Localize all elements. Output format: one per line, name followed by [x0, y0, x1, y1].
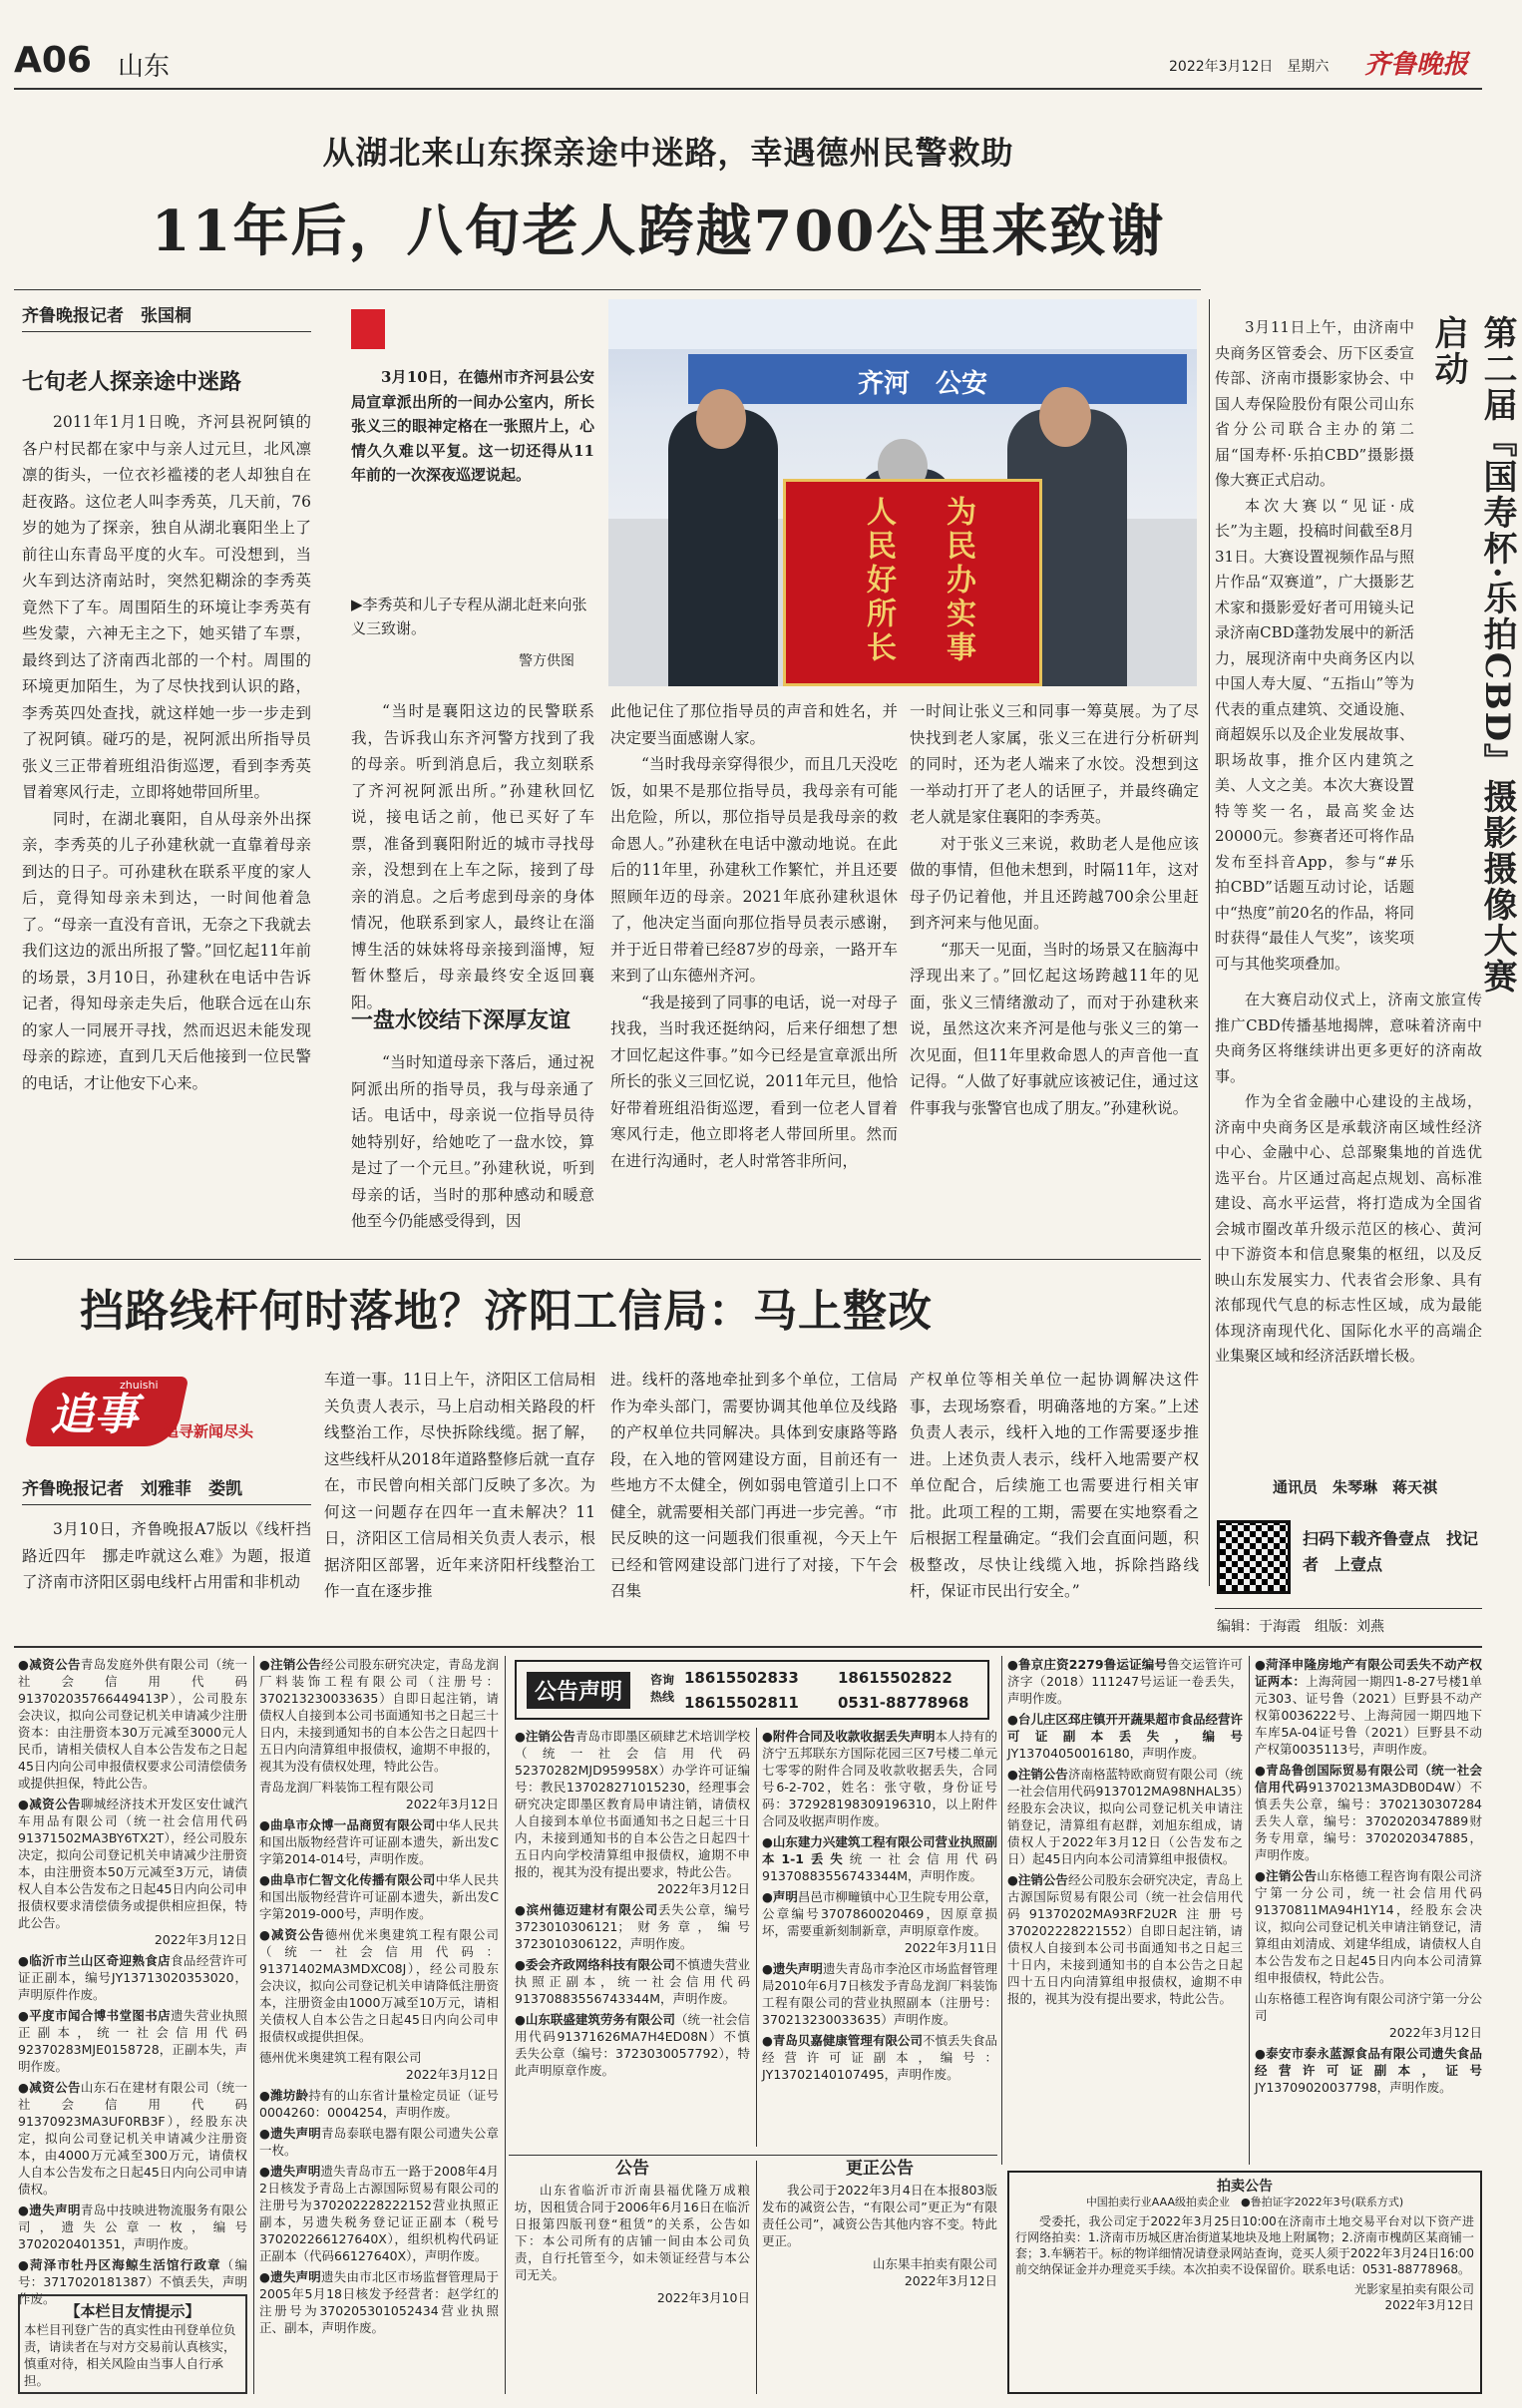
classified-ad-body: （编号：3717020181387）不慎丢失，声明作废。 [18, 2257, 247, 2306]
byline-rule [22, 331, 311, 332]
story2-top-rule [14, 1259, 1201, 1260]
badge-subtitle: 追寻新闻尽头 [164, 1422, 254, 1440]
classified-ad-title: ●临沂市兰山区奇迎熟食店 [18, 1953, 172, 1968]
ads-divider-3 [756, 1728, 757, 2147]
header-rule [14, 88, 1482, 90]
classified-ad-body: 聊城经济技术开发区安仕诚汽车用品有限公司（统一社会信用代码91371502MA3BY6TX2T），经公司股东决定，拟向公司登记机关申请减少注册资本，由注册资本50万元减至3万元，请债权人自本公告发布之日起45日内向公司申报债权要求清偿债务或提供相应担保，特此公告。 [18, 1797, 247, 1930]
ads-column-5 [1007, 1656, 1243, 2155]
classified-ad-title: ●菏泽市牡丹区海鲸生活馆行政章 [18, 2257, 221, 2272]
ads-column-4 [762, 1728, 997, 2147]
classified-ad [259, 1656, 499, 1775]
person-officer-1 [668, 409, 778, 686]
classified-ad [515, 1901, 750, 1952]
classified-ad [259, 2125, 499, 2159]
ads-divider-6 [756, 2161, 757, 2394]
classified-ad-body: 经公司股东研究决定，青岛龙润厂料装饰工程有限公司（注册号：370213230033635）自即日起注销，请债权人自接到本公司书面通知书之日起三十日内，未接到通知书的自本公告之日起四十五日内向清算组申报债权，逾期不申报的，视其为没有债权处理，特此公告。 [259, 1657, 499, 1774]
editors-rule [1215, 1608, 1482, 1609]
classified-ad-body: 青岛龙润厂料装饰工程有限公司 [259, 1780, 435, 1795]
classified-ad [515, 1728, 750, 1897]
classified-ad [259, 2049, 499, 2083]
story-column-2a: “当时是襄阳这边的民警联系我，告诉我山东齐河警方找到了我的母亲。听到消息后，我立刻联系了齐河祝阿派出所。”孙建秋回忆说，接电话之前，他已买好了车票，准备到襄阳附近的城市寻找母亲，没想到在上车之际，接到了母亲的消息。之后考虑到母亲的身体情况，他联系到家人，最终让在淄博生活的妹妹将母亲接到淄博，短暂休整后，母亲最终安全返回襄阳。 [351, 702, 594, 1011]
story-column-1: 2011年1月1日晚，齐河县祝阿镇的各户村民都在家中与亲人过元旦，北风凛凛的街头，一位衣衫褴褛的老人却独自在赶夜路。这位老人叫李秀英，几天前，76岁的她为了探亲，独自从湖北襄阳坐上了前往山东青岛平度的火车。可没想到，当火车到达济南站时，突然犯糊涂的李秀英竟然下了车。周围陌生的环境让李秀英有些发蒙，六神无主之下，她买错了车票，最终到达了济南西北部的一个村。周围的环境更加陌生，为了尽快找到认识的路，李秀英四处查找，就这样她一步一步走到了祝阿镇。碰巧的是，祝阿派出所指导员张义三正带着班组沿街巡逻，看到李秀英冒着寒风行走，立即将她带回所里。 同时，在湖北襄阳，自从母亲外出探亲，李秀英的儿子孙建秋就一直靠着母亲到达的日子。可孙建秋在联系平度的家人后，竟得知母亲未到达，一时间他着急了。“母亲一直没有音讯，无奈之下我就去我们这边的派出所报了警。”回忆起11年前的场景，3月10日，孙建秋在电话中告诉记者，得知母亲走失后，他联合远在山东的家人一同展开寻找，然而迟迟未能发现母亲的踪迹，直到几天后他接到一位民警的电话，才让他安下心来。 [22, 413, 311, 1092]
ads-top-rule [14, 1646, 1482, 1648]
side-story-text: 3月11日上午，由济南中央商务区管委会、历下区委宣传部、济南市摄影家协会、中国人寿保险股份有限公司山东省分公司联合主办的第二届“国寿杯·乐拍CBD”摄影摄像大赛正式启动。 本次大赛以“见证·成长”为主题，投稿时间截至8月31日。大赛设置视频作品与照片作品“双赛道”，广大摄影艺术家和摄影爱好者可用镜头记录济南CBD蓬勃发展中的新活力，展现济南中央商务区内以中国人寿大厦、“五指山”等为代表的重点建筑、交通设施、商超娱乐以及企业发展故事、职场故事，推介区内建筑之美、人文之美。本次大赛设置特等奖一名，最高奖金达20000元。参赛者还可将作品发布至抖音App，参与“#乐拍CBD”话题互动讨论，话题中“热度”前20名的作品，将同时获得“最佳人气奖”，该奖项可与其他奖项叠加。 [1215, 318, 1414, 973]
classified-ad-title: ●菏泽申隆房地产有限公司丢失不动产权证两本： [1255, 1657, 1482, 1689]
classified-ad-body: 昌邑市柳疃镇中心卫生院专用公章，公章编号3707860020469，因原章损坏，需要重新刻制新章，声明原章作废。 [762, 1889, 997, 1938]
correction-date: 2022年3月12日 [904, 2273, 997, 2288]
auction-sign: 光影家星拍卖有限公司 [1353, 2282, 1474, 2296]
classified-ad-date: 2022年3月12日 [1388, 2025, 1482, 2040]
phone-1: 18615502833 [684, 1669, 799, 1687]
classified-ad-title: ●山东联盛建筑劳务有限公司 [515, 2012, 675, 2027]
story2-byline-rule [22, 1504, 311, 1505]
classified-ad [18, 2202, 247, 2252]
classified-ad-body: 不慎遗失营业执照正副本，统一社会信用代码91370883556743344M，声明作废。 [515, 1957, 750, 2006]
correction-notice [762, 2161, 997, 2394]
page-number: A06 [14, 40, 92, 81]
story2-column-1: 3月10日，齐鲁晚报A7版以《线杆挡路近四年 挪走咋就这么难》为题，报道了济南市济阳区弱电线杆占用雷和非机动 [22, 1520, 311, 1591]
editors-line: 编辑：于海霞 组版：刘燕 [1217, 1619, 1384, 1635]
banner-line-right: 为民办实事 [941, 496, 975, 665]
classified-ad-body: 德州优米奥建筑工程有限公司（统一社会信用代码：91371402MA3MDXC08J），经公司股东会决议，拟向公司登记机关申请降低注册资本，注册资金由1000万减至10万元，请相关债权人自本公告之日起45日内向公司申报债权或提供担保。 [259, 1927, 499, 2044]
classified-ad [18, 2079, 247, 2198]
ads-divider-1 [253, 1656, 254, 2394]
classified-ad-title: ●泰安市泰永蓝源食品有限公司遗失食品经营许可证副本，证号 [1255, 2046, 1482, 2078]
auction-body: 受委托，我公司定于2022年3月25日10:00在济南市土地交易平台对以下资产进行网络拍卖：1.济南市历城区唐冶街道某地块及地上附属物；2.济南市槐荫区某商铺一套；3.车辆若干。标的物详细情况请登录网站查询，竞买人须于2022年3月24日16:00前交纳保证金并办理竞买手续。本次拍卖不设保留价。联系电话：0531-88778968。 [1015, 2214, 1474, 2276]
classified-ad [259, 1926, 499, 2045]
story2-column-4: 产权单位等相关单位一起协调解决这件事，去现场察看，明确落地的方案。”上述负责人表示，线杆入地的工作需要逐步推进。上述负责人表示，线杆入地需要产权单位配合，后续施工也需要进行相关审批。此项工程的工期，需要在实地察看之后根据工程量确定。“我们会直面问题，积极整改，尽快让线缆入地，拆除挡路线杆，保证市民出行安全。” [910, 1371, 1199, 1600]
story-column-4: 一时间让张义三和同事一筹莫展。为了尽快找到老人家属，张义三在进行分析研判的同时，还为老人端来了水饺。没想到这一举动打开了老人的话匣子，并最终确定老人就是家住襄阳的李秀英。 对于张义三来说，救助老人是他应该做的事情，但他未想到，时隔11年，这对母子仍记着他，并且还跨越700余公里赶到齐河来与他见面。 “那天一见面，当时的场景又在脑海中浮现出来了。”回忆起这场跨越11年的见面，张义三情绪激动了，而对于孙建秋来说，虽然这次来齐河是他与张义三的第一次见面，但11年里救命恩人的声音他一直记得。“人做了好事就应该被记住，通过这件事我与张警官也成了朋友。”孙建秋说。 [910, 702, 1199, 1117]
ads-footer-box [18, 2294, 247, 2394]
classified-ad [259, 1871, 499, 1922]
classified-ad-body: 山东格德工程咨询有限公司济宁第一分公司，统一社会信用代码91370811MA94H1Y14，经股东会决议，拟向公司登记机关申请注销登记，清算组由刘清成、刘建华组成，请债权人自本公告发布之日起45日内向本公司清算组申报债权，特此公告。 [1255, 1868, 1482, 1985]
classified-ad [1255, 1867, 1482, 1986]
classified-ad-body: 持有的山东省计量检定员证（证号0004260：0004254，声明作废。 [259, 2088, 499, 2120]
ads-footer-body: 本栏目刊登广告的真实性由刊登单位负责，请读者在与对方交易前认真核实，慎重对待，相关风险由当事人自行承担。 [24, 2322, 236, 2388]
correction-body: 我公司于2022年3月4日在本报803版发布的减资公告，“有限公司”更正为“有限责任公司”，减资公告其他内容不变。特此更正。 [762, 2183, 997, 2248]
newspaper-logo: 齐鲁晚报 [1364, 50, 1469, 80]
classified-ad-title: ●山东建力兴建筑工程有限公司营业执照副本1-1丢失 [762, 1834, 997, 1866]
qr-code-icon[interactable] [1217, 1520, 1291, 1594]
classified-ad-title: ●声明 [762, 1889, 798, 1904]
classified-ad-body: 青岛发庭外供有限公司（统一社会信用代码913702035766449413P），公司股东会决议，拟向公司登记机关申请减少注册资本：由注册资本30万元减至3000元人民币，请相关债权人自本公告发布之日起45日内向公司申报债权要求公司清偿债务或提供担保，特此公告。 [18, 1657, 247, 1791]
correction-title: 更正公告 [846, 2159, 914, 2179]
photo-caption: ▶李秀英和儿子专程从湖北赶来向张义三致谢。 [351, 596, 587, 637]
classified-ad [18, 2007, 247, 2075]
classified-ad-title: ●注销公告 [1007, 1767, 1068, 1782]
classified-ad-body: 丢失公章，编号3723010306121；财务章，编号3723010306122，声明作废。 [515, 1902, 750, 1951]
announcement-title: 公告 [615, 2159, 649, 2179]
announcement-date: 2022年3月10日 [656, 2290, 750, 2305]
classified-ad-body: 青岛泰联电器有限公司遗失公章一枚。 [259, 2126, 499, 2158]
person-officer-1-head [696, 389, 746, 449]
classified-ad-title: ●减资公告 [259, 1927, 325, 1942]
classified-ad [515, 1956, 750, 2007]
side-story-text-2: 在大赛启动仪式上，济南文旅宣传推广CBD传播基地揭牌，意味着济南中央商务区将继续讲出更多更好的济南故事。 作为全省金融中心建设的主战场，济南中央商务区是承载济南区域性经济中心、金融中心、总部聚集地的首选优选平台。片区通过高起点规划、高标准建设、高水平运营，将打造成为全国省会城市圈改革升级示范区的核心、黄河中下游资本和信息聚集的枢纽，以及反映山东发展实力、代表省会形象、具有浓郁现代气息的标志性区域，成为最能体现济南现代化、国际化水平的高端企业集聚区域和经济活跃增长极。 [1215, 991, 1482, 1365]
classified-ad [18, 1952, 247, 2003]
classified-ad-title: ●青岛贝嘉健康管理有限公司 [762, 2033, 923, 2048]
classified-ad-body: 91370213MA3DB0D4W）不慎丢失公章，编号：3702130307284丢失人章，编号：3702020347889财务专用章，编号：3702020347885，声明作废。 [1255, 1780, 1482, 1862]
side-story-title: 第二届『国寿杯·乐拍CBD』摄影摄像大赛启动 [1428, 315, 1517, 996]
badge-pinyin: zhuishi [120, 1379, 159, 1392]
story-byline: 齐鲁晚报记者 张国桐 [22, 306, 191, 326]
classified-ad-title: ●注销公告 [1007, 1872, 1068, 1887]
photo-credit: 警方供图 [519, 653, 574, 669]
classified-ad-title: ●注销公告 [515, 1729, 575, 1744]
story2-byline: 齐鲁晚报记者 刘雅菲 娄凯 [22, 1479, 242, 1499]
classified-ad [259, 1779, 499, 1812]
classified-ad-body: 上海菏园一期四1-8-27号楼1单元303、证号鲁（2021）巨野县不动产权第0036222号、上海菏园一期四地下车库5A-04证号鲁（2021）巨野县不动产权第0035113号，声明作废。 [1255, 1674, 1482, 1757]
classified-ad-title: ●滨州德迈建材有限公司 [515, 1902, 659, 1917]
ads-column-1 [18, 1656, 247, 2306]
phone-4: 0531-88778968 [838, 1694, 969, 1712]
classified-ad-body: 不慎丢失食品经营许可证副本，编号：JY13702140107495，声明作废。 [762, 2033, 997, 2082]
side-divider [1209, 299, 1210, 1586]
classified-ad [762, 1960, 997, 2028]
classified-ad [259, 2268, 499, 2336]
classified-ad [259, 2087, 499, 2121]
side-story-reporter: 通讯员 朱琴琳 蒋天祺 [1273, 1478, 1438, 1496]
story-photo [608, 299, 1197, 686]
phone-3: 18615502811 [684, 1694, 799, 1712]
classified-ad-date: 2022年3月12日 [656, 1881, 750, 1896]
classified-ad [259, 2163, 499, 2264]
classified-ad-body: 中华人民共和国出版物经营许可证副本遗失，新出发C字第2014-014号，声明作废。 [259, 1817, 499, 1866]
headline-rule [14, 289, 1201, 290]
classified-ad [762, 1728, 997, 1829]
classified-ad [1007, 1656, 1243, 1707]
classified-ad-body: JY13704050016180，声明作废。 [1007, 1746, 1205, 1761]
classified-ad-body: （统一社会信用代码91371626MA7H4ED08N）不慎丢失公章（编号：3723030057792），特此声明原章作废。 [515, 2012, 750, 2078]
classified-ad-title: ●减资公告 [18, 2080, 81, 2095]
classified-ad-title: ●平度市闻合博书堂图书店 [18, 2008, 172, 2023]
classified-ad-title: ●曲阜市仁智文化传播有限公司 [259, 1872, 436, 1887]
classified-ad [762, 1888, 997, 1956]
story2-column-3: 进。线杆的落地牵扯到多个单位，工信局作为牵头部门，需要协调其他单位及线路的产权单位共同解决。具体到安康路等路段，在入地的管网建设方面，目前还有一些地方不太健全，例如弱电管道引上口不健全，就需要相关部门再进一步完善。“市民反映的这一问题我们很重视，今天上午已经和管网建设部门进行了对接，下午会召集 [610, 1371, 898, 1600]
ads-column-3 [515, 1728, 750, 2147]
section-name: 山东 [118, 52, 171, 82]
classified-ad [1007, 1766, 1243, 1867]
story2-column-2: 车道一事。11日上午，济阳区工信局相关负责人表示，马上启动相关路段的杆线整治工作，尽快拆除线缆。据了解，这些线杆从2018年道路整修后就一直存在，市民曾向相关部门反映了多次。为何这一问题存在四年一直未解决？11日，济阳区工信局相关负责人表示，根据济阳区部署，近年来济阳杆线整治工作一直在逐步推 [324, 1371, 595, 1600]
classified-ad [1255, 1762, 1482, 1863]
classified-ad [1255, 1656, 1482, 1758]
classified-ad-title: ●遗失声明 [762, 1961, 823, 1976]
ads-column-2 [259, 1656, 499, 2394]
classified-ad-body: 遗失由市北区市场监督管理局于2005年5月18日核发予经营者：赵学红的注册号为370205301052434营业执照正、副本，声明作废。 [259, 2269, 499, 2335]
classified-ad-body: 遗失青岛市李沧区市场监督管理局2010年6月7日核发予青岛龙润厂料装饰工程有限公司的营业执照副本（注册号：370213230033635）声明作废。 [762, 1961, 997, 2027]
ads-mid-rule [509, 2155, 997, 2156]
classified-ad-body: 食品经营许可证正副本，编号JY13713020353020，声明原件作废。 [18, 1953, 247, 2002]
ads-column-6 [1255, 1656, 1482, 2155]
classified-ad [18, 1796, 247, 1948]
person-son-head [1039, 387, 1091, 447]
ads-divider-2 [505, 1656, 506, 2394]
classified-ad-title: ●台儿庄区邳庄镇开开蔬果超市食品经营许可证副本丢失，编号 [1007, 1712, 1243, 1744]
phone-2: 18615502822 [838, 1669, 952, 1687]
ads-divider-5 [1249, 1656, 1250, 2165]
story-subtitle: 从湖北来山东探亲途中迷路，幸遇德州民警救助 [322, 134, 1014, 172]
ads-footer-title: 【本栏目友情提示】 [65, 2302, 200, 2320]
auction-notice [1007, 2171, 1482, 2394]
classified-ad-body: 山东石在建材有限公司（统一社会信用代码91370923MA3UF0RB3F），经股东决定，拟向公司登记机关申请减少注册资本，由4000万元减至300万元，请债权人自本公告发布之日起45日内向公司申请债权。 [18, 2080, 247, 2197]
classified-ad [762, 1833, 997, 1884]
notice-hotline-label: 咨询热线 [650, 1673, 675, 1704]
section-heading-2: 一盘水饺结下深厚友谊 [351, 1007, 571, 1033]
classified-ad-date: 2022年3月12日 [405, 1797, 499, 1811]
classified-ad-title: ●潍坊龄 [259, 2088, 309, 2103]
classified-ad-title: ●减资公告 [18, 1657, 81, 1672]
classified-ad-title: ●附件合同及收款收据丢失声明 [762, 1729, 936, 1744]
classified-ad-body: 遗失青岛市五一路于2008年4月2日核发予青岛上古源国际贸易有限公司的注册号为370202228222152营业执照正副本，另遗失税务登记证正副本（税号370202266127640X），组织机构代码证正副本（代码66127640X），声明作废。 [259, 2164, 499, 2263]
story-intro: 3月10日，在德州市齐河县公安局宣章派出所的一间办公室内，所长张义三的眼神定格在一张照片上，心情久久难以平复。这一切还得从11年前的一次深夜巡逻说起。 [351, 368, 594, 484]
classified-ad-body: JY13709020037798，声明作废。 [1255, 2080, 1452, 2095]
announcement [515, 2161, 750, 2394]
classified-ad-title: ●委会齐政网络科技有限公司 [515, 1957, 675, 1972]
section-heading-1: 七旬老人探亲途中迷路 [22, 369, 242, 395]
notice-header-box [515, 1660, 989, 1720]
photo-ceiling [608, 299, 1197, 349]
classified-ad [1255, 1990, 1482, 2041]
story-title: 11年后，八旬老人跨越700公里来致谢 [151, 199, 1166, 264]
classified-ad-date: 2022年3月11日 [904, 1940, 997, 1955]
classified-ad [515, 2011, 750, 2079]
classified-ad-title: ●曲阜市众博一品商贸有限公司 [259, 1817, 436, 1832]
photo-wall-sign-text: 齐河 公安 [858, 369, 988, 399]
classified-ad-title: ●鲁京庄资2279鲁运证编号 [1007, 1657, 1168, 1672]
classified-ad-body: 青岛市即墨区硕肆艺术培训学校（统一社会信用代码52370282MJD959958X）办学许可证编号：教民137028271015230，经理事会研究决定即墨区教育局申请注销，请债权人自接到本单位书面通知书之日起三十日内，未接到通知书的自本公告之日起四十五日内向学校清算组申报债权，逾期不申报的，视其为没有提出要求，特此公告。 [515, 1729, 750, 1879]
classified-ad [1007, 1711, 1243, 1762]
classified-ad-body: 济南格蓝特欧商贸有限公司（统一社会信用代码9137012MA98NHAL35）经股东会决议，拟向公司登记机关申请注销登记，清算组有赵群，刘旭东组成，请债权人于2022年3月12日（公告发布之日）起45日内向本公司清算组申报债权。 [1007, 1767, 1243, 1866]
classified-ad [1255, 2045, 1482, 2096]
classified-ad-title: ●遗失声明 [259, 2269, 322, 2284]
red-marker [351, 309, 385, 349]
auction-title: 拍卖公告 [1217, 2179, 1273, 2195]
classified-ad-body: 德州优米奥建筑工程有限公司 [259, 2050, 422, 2065]
classified-ad [762, 2032, 997, 2083]
issue-date: 2022年3月12日 星期六 [1169, 59, 1330, 75]
classified-ad-title: ●遗失声明 [18, 2203, 81, 2217]
classified-ad-body: 鲁交运管许可济字（2018）111247号运证一卷丢失，声明作废。 [1007, 1657, 1243, 1706]
classified-ad-body: 中华人民共和国出版物经营许可证副本遗失，新出发C字第2019-000号，声明作废。 [259, 1872, 499, 1921]
classified-ad [1007, 1871, 1243, 2007]
classified-ad-body: 青岛中技映进物流服务有限公司，遗失公章一枚，编号3702020401351，声明作废。 [18, 2203, 247, 2251]
classified-ad-body: 山东格德工程咨询有限公司济宁第一分公司 [1255, 1991, 1482, 2023]
story-column-2b: “当时知道母亲下落后，通过祝阿派出所的指导员，我与母亲通了话。电话中，母亲说一位指导员待她特别好，给她吃了一盘水饺，算是过了一个元旦。”孙建秋说，听到母亲的话，当时的那种感动和暖意他至今仍能感受得到，因 [351, 1053, 594, 1230]
classified-ad-title: ●减资公告 [18, 1797, 81, 1811]
classified-ad-date: 2022年3月12日 [154, 1932, 247, 1947]
classified-ad-title: ●注销公告 [259, 1657, 322, 1672]
classified-ad-body: 经公司股东会研究决定，青岛上古源国际贸易有限公司（统一社会信用代码91370202MA93RF2U2R注册号370202228221552）自即日起注销，请债权人自接到本公司书面通知书之日起三十日内，未接到通知书的自本公告之日起四十五日内向清算组申报债权，逾期不申报的，视其为没有提出要求，特此公告。 [1007, 1872, 1243, 2006]
classified-ad [18, 1656, 247, 1792]
classified-ad-body: 遗失营业执照正副本，统一社会信用代码92370283MJE0158728，正副本失，声明作废。 [18, 2008, 247, 2074]
ads-divider-4 [1001, 1656, 1002, 2165]
story2-title: 挡路线杆何时落地？济阳工信局：马上整改 [80, 1286, 933, 1337]
notice-title: 公告声明 [527, 1672, 630, 1709]
classified-ad [259, 1816, 499, 1867]
classified-ad-title: ●注销公告 [1255, 1868, 1318, 1883]
qr-caption: 扫码下载齐鲁壹点 找记者 上壹点 [1303, 1529, 1479, 1574]
classified-ad-title: ●遗失声明 [259, 2164, 321, 2179]
gratitude-banner [783, 479, 1042, 686]
zhuishi-badge [22, 1365, 311, 1458]
classified-ad-title: ●遗失声明 [259, 2126, 322, 2141]
classified-ad-body: 统一社会信用代码91370883556743344M，声明作废。 [762, 1851, 997, 1883]
correction-sign: 山东果丰拍卖有限公司 [872, 2256, 997, 2271]
banner-line-left: 人民好所长 [861, 496, 896, 665]
auction-subline: 中国拍卖行业AAA级拍卖企业 ●鲁拍证字2022年3号(联系方式) [1085, 2196, 1404, 2208]
classified-ad-date: 2022年3月12日 [405, 2067, 499, 2082]
classified-ad-body: 本人持有的济宁五邦联东方国际花园三区7号楼二单元七零零的附件合同及收款收据丢失，合同号6-2-702，姓名：张守敬，身份证号码：372928198309196310，以上附件合同及收据声明作废。 [762, 1729, 997, 1828]
auction-date: 2022年3月12日 [1384, 2298, 1474, 2312]
classified-ad-title: ●青岛鲁创国际贸易有限公司（统一社会信用代码 [1255, 1763, 1482, 1795]
badge-text: 追事 [50, 1390, 138, 1440]
announcement-body: 山东省临沂市沂南县福优隆万成粮坊，因租赁合同于2006年6月16日在临沂日报第四版刊登“租赁”的关系，公告如下：本公司所有的店铺一间由本公司负责，自行托管至今，如未领证经营与本公司无关。 [515, 2183, 750, 2282]
story-column-3: 此他记住了那位指导员的声音和姓名，并决定要当面感谢人家。 “当时我母亲穿得很少，而且几天没吃饭，如果不是那位指导员，我母亲有可能出危险，所以，那位指导员是我母亲的救命恩人。”孙建秋在电话中激动地说。在此后的11年里，孙建秋工作繁忙，并且还要照顾年迈的母亲。2021年底孙建秋退休了，他决定当面向那位指导员表示感谢，并于近日带着已经87岁的母亲，一路开车来到了山东德州齐河。 “我是接到了同事的电话，说一对母子找我，当时我还挺纳闷，后来仔细想了想才回忆起这件事。”如今已经是宣章派出所所长的张义三回忆说，2011年元旦，他恰好带着班组沿街巡逻，看到一位老人冒着寒风行走，他立即将老人带回所里。然而在进行沟通时，老人时常答非所问， [610, 702, 898, 1170]
